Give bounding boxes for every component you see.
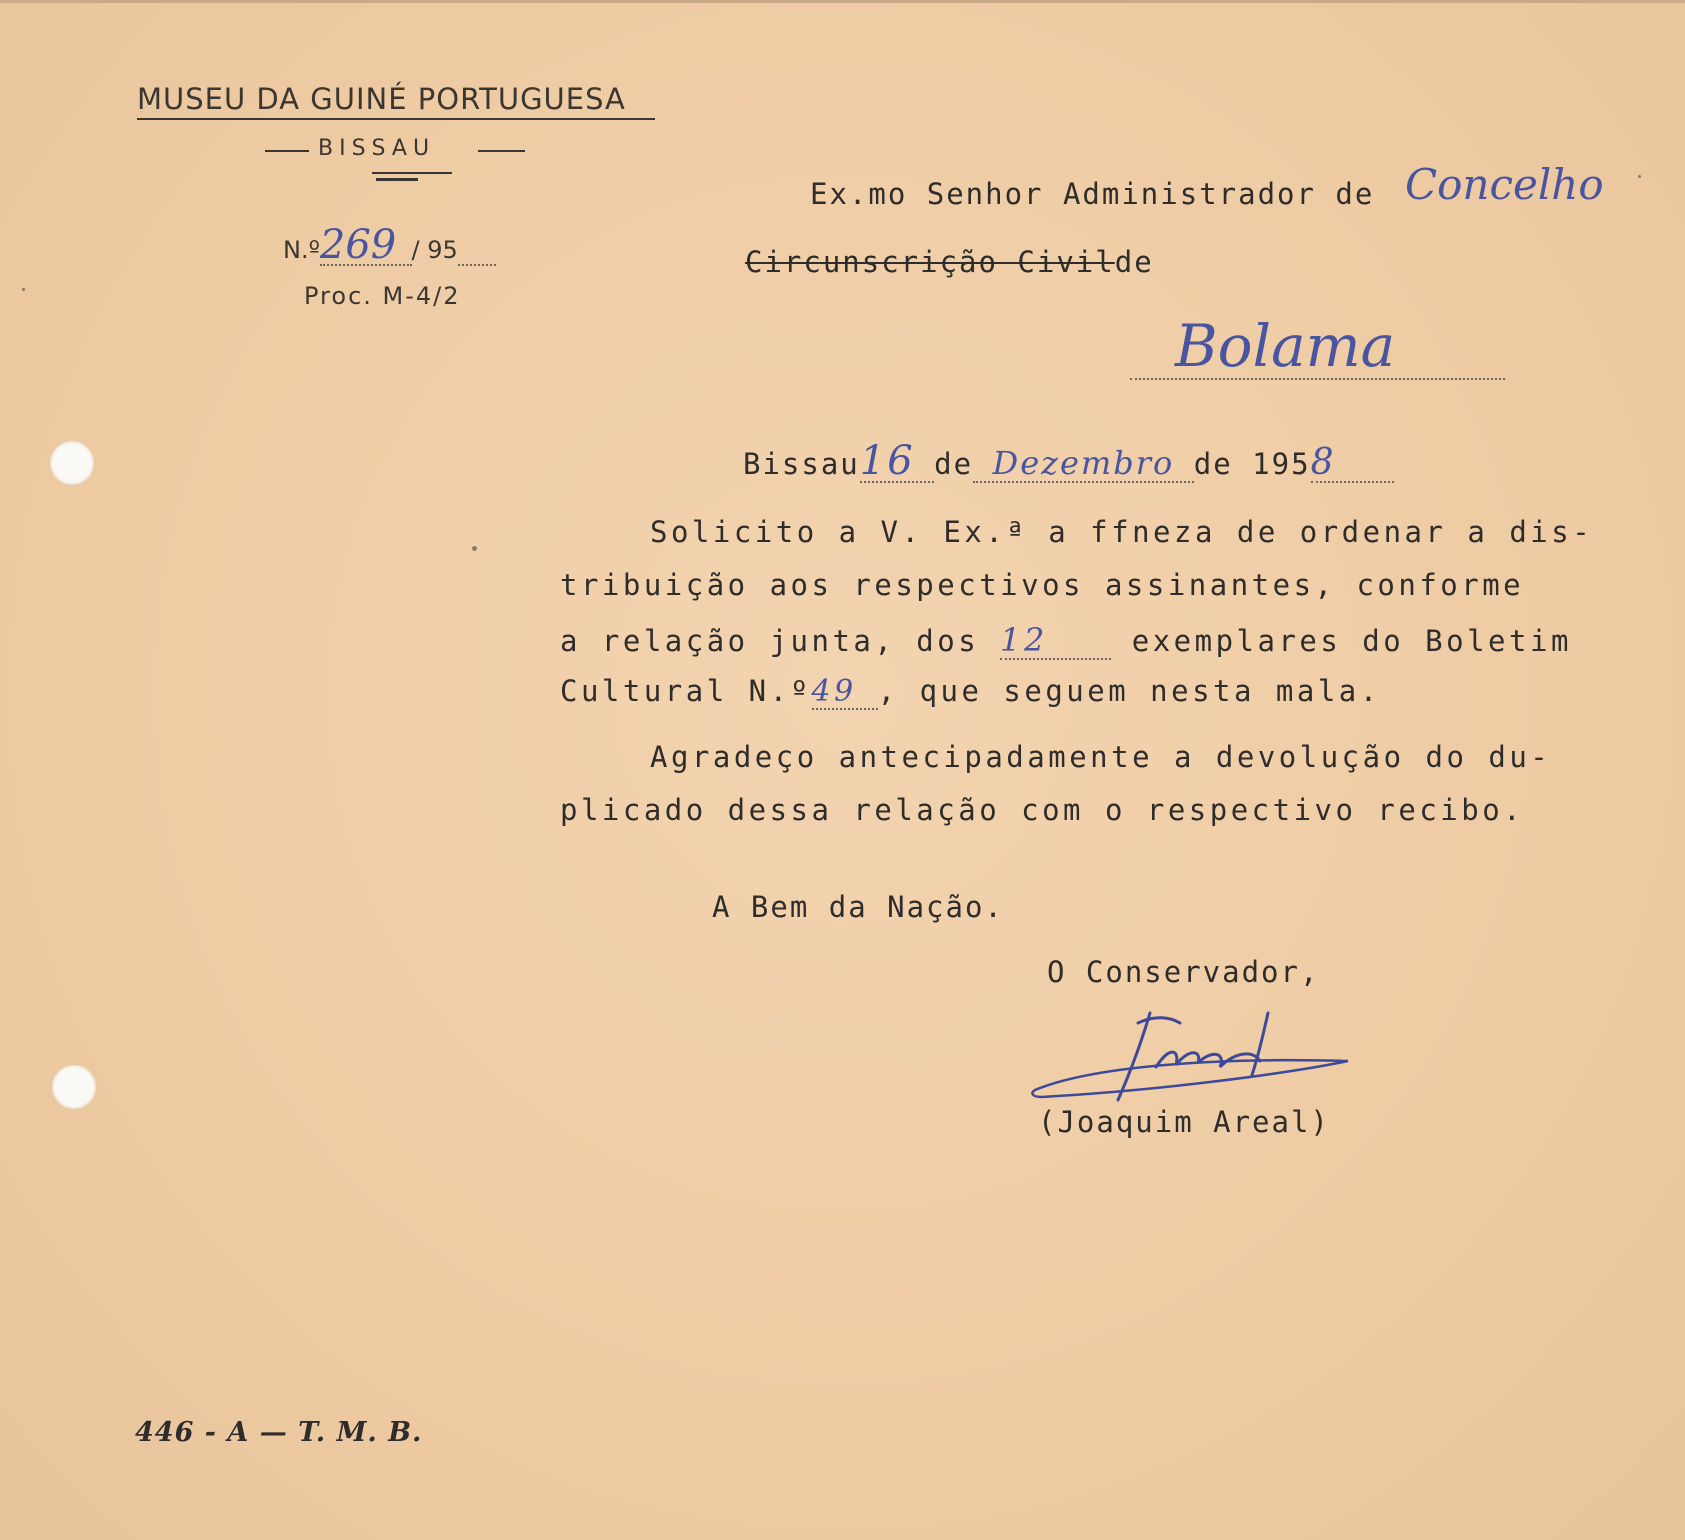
institution-city: BISSAU	[318, 136, 436, 161]
institution-underline	[137, 118, 655, 120]
paper-speck	[472, 546, 477, 551]
punch-hole-bottom	[52, 1065, 96, 1109]
issue-number-handwritten: 49	[811, 674, 857, 709]
date-day: 16	[859, 438, 915, 484]
reference-number	[283, 222, 496, 268]
place-handwritten-bolama: Bolama	[1175, 312, 1396, 380]
process-reference: Proc. M-4/2	[304, 282, 461, 310]
body-paragraph-1	[560, 515, 1594, 727]
body-line: Solicito a V. Ex.ª a ffneza de ordenar a dis-	[650, 515, 1594, 549]
signatory-name: (Joaquim Areal)	[1038, 1105, 1330, 1139]
body-text: Cultural N.º	[560, 674, 812, 708]
closing-salutation: A Bem da Nação.	[712, 890, 1004, 924]
city-dash-right	[478, 150, 525, 152]
body-line	[560, 674, 1510, 727]
struck-circunscricao: Circunscrição Civil	[745, 245, 1115, 279]
date-month: Dezembro	[992, 444, 1175, 482]
number-handwritten: 269	[319, 222, 397, 268]
body-paragraph-2	[560, 740, 1552, 846]
addressee-line2-de: de	[1114, 245, 1154, 279]
copies-count-handwritten: 12	[1000, 621, 1048, 659]
date-de-1: de	[934, 447, 974, 481]
number-label: N.º	[283, 236, 320, 264]
addressee-line2	[745, 245, 1154, 279]
body-line: plicado dessa relação com o respectivo recibo.	[560, 793, 1525, 827]
institution-name: MUSEU DA GUINÉ PORTUGUESA	[137, 82, 626, 116]
city-dash-left	[265, 150, 309, 152]
dateline	[743, 438, 1394, 484]
closing-role: O Conservador,	[1047, 955, 1320, 989]
addressee-line1: Ex.mo Senhor Administrador de	[810, 177, 1375, 211]
page-top-edge	[0, 0, 1685, 3]
addressee-handwritten-concelho: Concelho	[1405, 160, 1604, 209]
date-de-2: de	[1193, 447, 1233, 481]
print-code: 446 - A — T. M. B.	[135, 1417, 423, 1448]
date-year-handwritten: 8	[1310, 442, 1336, 483]
handwritten-signature	[1030, 1005, 1360, 1115]
city-underline-mark	[376, 178, 418, 181]
body-line: tribuição aos respectivos assinantes, conforme	[560, 568, 1525, 602]
number-suffix: / 95	[411, 236, 458, 264]
paper-speck	[22, 288, 25, 291]
body-line: Agradeço antecipadamente a devolução do du-	[650, 740, 1552, 774]
body-text: exemplares do Boletim	[1131, 624, 1572, 658]
date-city: Bissau	[743, 447, 860, 481]
city-underline	[372, 172, 452, 174]
body-text: a relação junta, dos	[560, 624, 980, 658]
paper-speck	[1638, 175, 1641, 178]
punch-hole-top	[50, 441, 94, 485]
body-line	[560, 621, 1572, 674]
body-text: , que seguem nesta mala.	[877, 674, 1381, 708]
date-year-printed: 195	[1252, 447, 1311, 481]
